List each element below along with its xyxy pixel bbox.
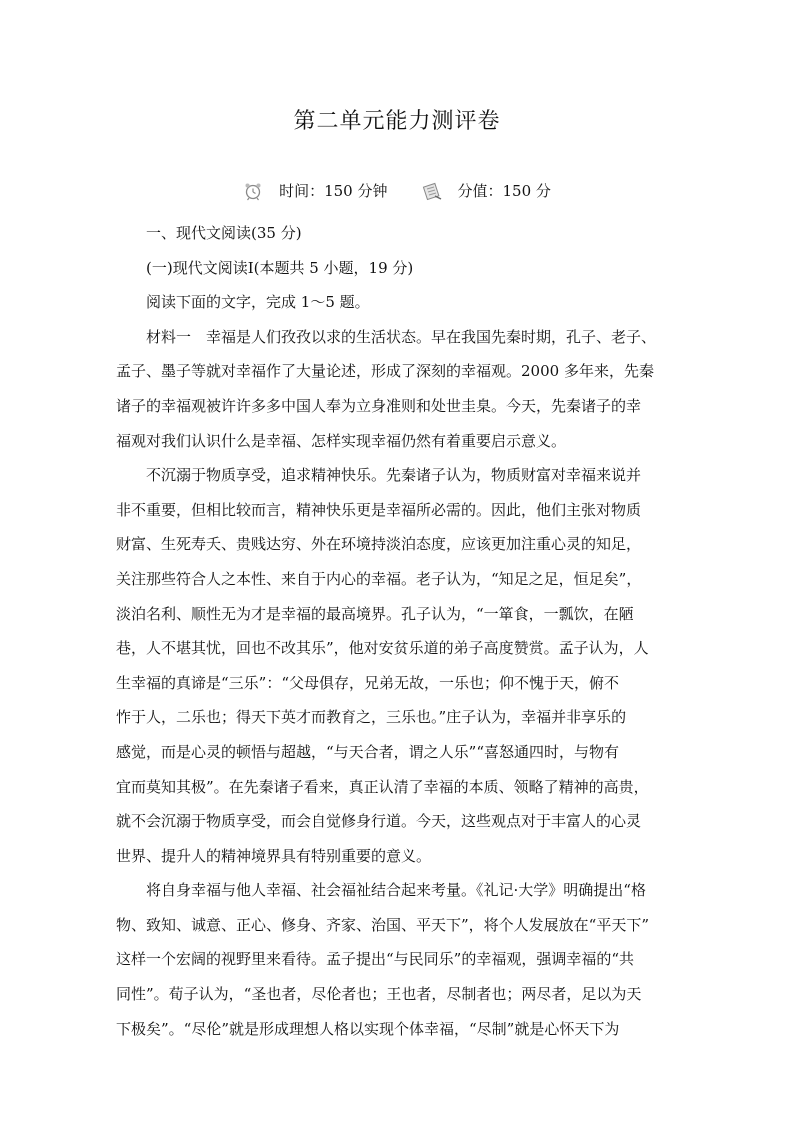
page-title: 第二单元能力测评卷 xyxy=(293,109,501,134)
score-sheet-icon xyxy=(422,181,442,201)
text-line: 非不重要，但相比较而言，精神快乐更是幸福所必需的。因此，他们主张对物质 xyxy=(116,500,642,519)
score-label: 分值：150 分 xyxy=(457,182,551,200)
subsection-heading: (一)现代文阅读Ⅰ(本题共 5 小题，19 分) xyxy=(146,258,414,277)
text-line: 世界、提升人的精神境界具有特别重要的意义。 xyxy=(116,846,432,865)
text-line: 不沉溺于物质享受，追求精神快乐。先秦诸子认为，物质财富对幸福来说并 xyxy=(146,466,642,485)
text-line: 孟子、墨子等就对幸福作了大量论述，形成了深刻的幸福观。2000 多年来，先秦 xyxy=(116,362,654,381)
text-line: 下极矣”。“尽伦”就是形成理想人格以实现个体幸福，“尽制”就是心怀天下为 xyxy=(116,1019,620,1038)
text-line: 这样一个宏阔的视野里来看待。孟子提出“与民同乐”的幸福观，强调幸福的“共 xyxy=(116,950,635,969)
text-line: 淡泊名利、顺性无为才是幸福的最高境界。孔子认为，“一箪食，一瓢饮，在陋 xyxy=(116,604,634,623)
text-line: 诸子的幸福观被许许多多中国人奉为立身准则和处世圭臬。今天，先秦诸子的幸 xyxy=(116,396,642,415)
text-line: 将自身幸福与他人幸福、社会福祉结合起来考量。《礼记·大学》明确提出“格 xyxy=(146,881,646,900)
reading-instruction: 阅读下面的文字，完成 1～5 题。 xyxy=(146,293,370,312)
text-line: 关注那些符合人之本性、来自于内心的幸福。老子认为，“知足之足，恒足矣”， xyxy=(116,569,642,588)
text-line: 材料一 幸福是人们孜孜以求的生活状态。早在我国先秦时期，孔子、老子、 xyxy=(146,327,657,346)
text-line: 宜而莫知其极”。在先秦诸子看来，真正认清了幸福的本质、领略了精神的高贵， xyxy=(116,777,649,796)
text-line: 物、致知、诚意、正心、修身、齐家、治国、平天下”，将个人发展放在“平天下” xyxy=(116,915,650,934)
text-line: 巷，人不堪其忧，回也不改其乐”，他对安贫乐道的弟子高度赞赏。孟子认为，人 xyxy=(116,639,649,658)
text-line: 就不会沉溺于物质享受，而会自觉修身行道。今天，这些观点对于丰富人的心灵 xyxy=(116,812,642,831)
exam-meta xyxy=(0,180,794,201)
document-body xyxy=(116,216,678,1046)
text-line: 怍于人，二乐也；得天下英才而教育之，三乐也。”庄子认为，幸福并非享乐的 xyxy=(116,708,627,727)
alarm-clock-icon xyxy=(243,181,263,201)
text-line: 感觉，而是心灵的顿悟与超越，“与天合者，谓之人乐”“喜怒通四时，与物有 xyxy=(116,742,620,761)
text-line: 生幸福的真谛是“三乐”：“父母俱存，兄弟无故，一乐也；仰不愧于天，俯不 xyxy=(116,673,620,692)
text-line: 同性”。荀子认为，“圣也者，尽伦者也；王也者，尽制者也；两尽者，足以为天 xyxy=(116,985,642,1004)
time-label: 时间：150 分钟 xyxy=(279,182,388,200)
section-heading: 一、现代文阅读(35 分) xyxy=(146,224,302,242)
text-line: 福观对我们认识什么是幸福、怎样实现幸福仍然有着重要启示意义。 xyxy=(116,431,567,450)
text-line: 财富、生死寿夭、贵贱达穷、外在环境持淡泊态度，应该更加注重心灵的知足， xyxy=(116,535,642,554)
